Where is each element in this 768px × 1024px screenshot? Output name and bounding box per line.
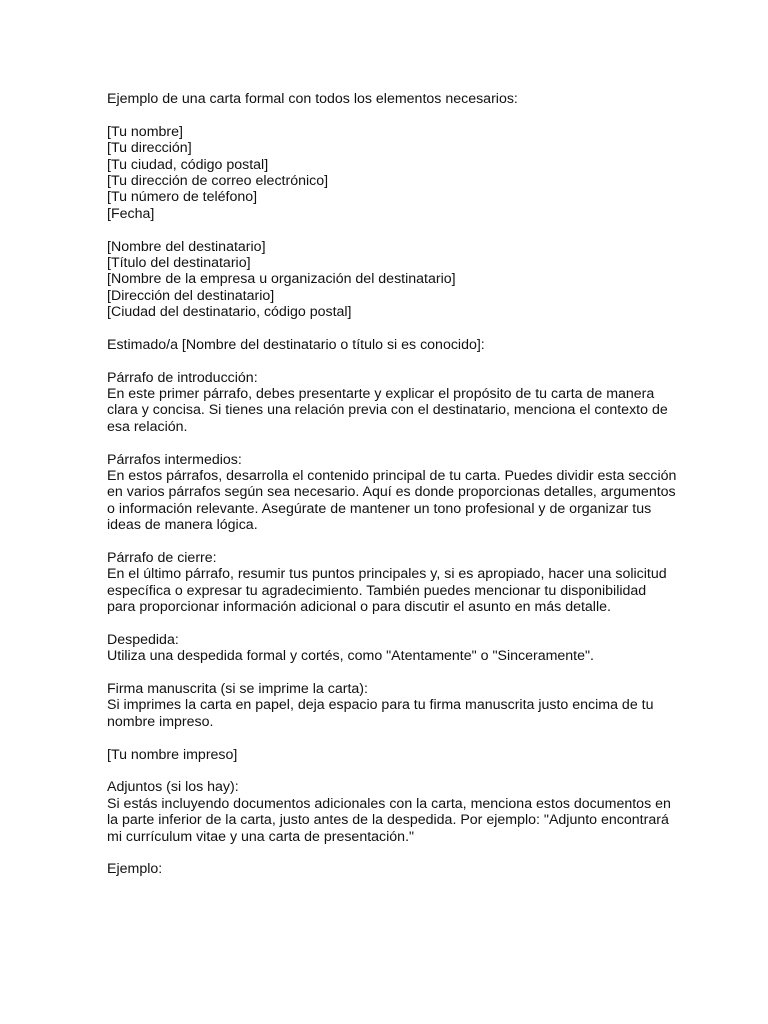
spacer <box>107 435 667 451</box>
section-text-line: En estos párrafos, desarrolla el contenido principal de tu carta. Puedes dividir esta sección <box>107 467 677 484</box>
section-text-line: Si estás incluyendo documentos adicionales con la carta, menciona estos documentos en <box>107 795 671 812</box>
recipient-address: [Dirección del destinatario] <box>107 287 275 304</box>
section-text-line: Si imprimes la carta en papel, deja espacio para tu firma manuscrita justo encima de tu <box>107 697 654 714</box>
recipient-title: [Título del destinatario] <box>107 254 251 271</box>
sender-email: [Tu dirección de correo electrónico] <box>107 172 329 189</box>
farewell-section <box>107 632 667 665</box>
section-text-line: En el último párrafo, resumir tus puntos principales y, si es apropiado, hacer una solicitud <box>107 566 667 583</box>
spacer <box>107 320 667 336</box>
section-text-line: esa relación. <box>107 418 188 435</box>
spacer <box>107 665 667 681</box>
section-title: Párrafos intermedios: <box>107 451 242 468</box>
section-text-line: En este primer párrafo, debes presentarte y explicar el propósito de tu carta de manera <box>107 386 655 403</box>
spacer <box>107 730 667 746</box>
middle-section <box>107 451 677 534</box>
section-text-line: o información relevante. Asegúrate de mantener un tono profesional y de organizar tus <box>107 500 652 517</box>
section-text-line: clara y concisa. Si tienes una relación previa con el destinatario, menciona el contexto de <box>107 402 668 419</box>
section-title: Párrafo de cierre: <box>107 549 217 566</box>
section-text-line: para proporcionar información adicional o para discutir el asunto en más detalle. <box>107 599 611 616</box>
intro-section <box>107 370 667 436</box>
recipient-city: [Ciudad del destinatario, código postal] <box>107 304 352 321</box>
letter-content <box>107 91 677 878</box>
closing-section <box>107 550 667 616</box>
signature-section <box>107 681 667 730</box>
section-text-line: ideas de manera lógica. <box>107 517 258 534</box>
recipient-block <box>107 239 667 321</box>
section-title: Párrafo de introducción: <box>107 369 258 386</box>
spacer <box>107 222 667 238</box>
spacer <box>107 616 667 632</box>
sender-address: [Tu dirección] <box>107 140 192 157</box>
spacer <box>107 845 667 861</box>
sender-name: [Tu nombre] <box>107 123 183 140</box>
section-text-line: Utiliza una despedida formal y cortés, como "Atentamente" o "Sinceramente". <box>107 648 594 665</box>
section-text-line: mi currículum vitae y una carta de presentación." <box>107 828 415 845</box>
spacer <box>107 534 667 550</box>
section-title: Adjuntos (si los hay): <box>107 779 239 796</box>
section-text-line: específica o expresar tu agradecimiento. También puedes mencionar tu disponibilidad <box>107 582 647 599</box>
sender-phone: [Tu número de teléfono] <box>107 189 258 206</box>
section-text-line: nombre impreso. <box>107 713 214 730</box>
document-heading: Ejemplo de una carta formal con todos los elementos necesarios: <box>107 91 518 107</box>
recipient-company: [Nombre de la empresa u organización del destinatario] <box>107 271 456 288</box>
attachments-section <box>107 779 671 845</box>
sender-block <box>107 124 667 222</box>
section-text-line: en varios párrafos según sea necesario. Aquí es donde proporcionas detalles, argumentos <box>107 484 676 501</box>
example-label: Ejemplo: <box>107 861 163 878</box>
section-text-line: la parte inferior de la carta, justo antes de la despedida. Por ejemplo: "Adjunto encontrará <box>107 812 669 829</box>
section-title: Despedida: <box>107 631 179 648</box>
printed-name: [Tu nombre impreso] <box>107 746 238 763</box>
spacer <box>107 763 667 779</box>
spacer <box>107 353 667 369</box>
spacer <box>107 107 667 123</box>
sender-city: [Tu ciudad, código postal] <box>107 156 269 173</box>
salutation: Estimado/a [Nombre del destinatario o título si es conocido]: <box>107 336 485 353</box>
sender-date: [Fecha] <box>107 205 155 222</box>
section-title: Firma manuscrita (si se imprime la carta): <box>107 681 368 698</box>
recipient-name: [Nombre del destinatario] <box>107 238 266 255</box>
